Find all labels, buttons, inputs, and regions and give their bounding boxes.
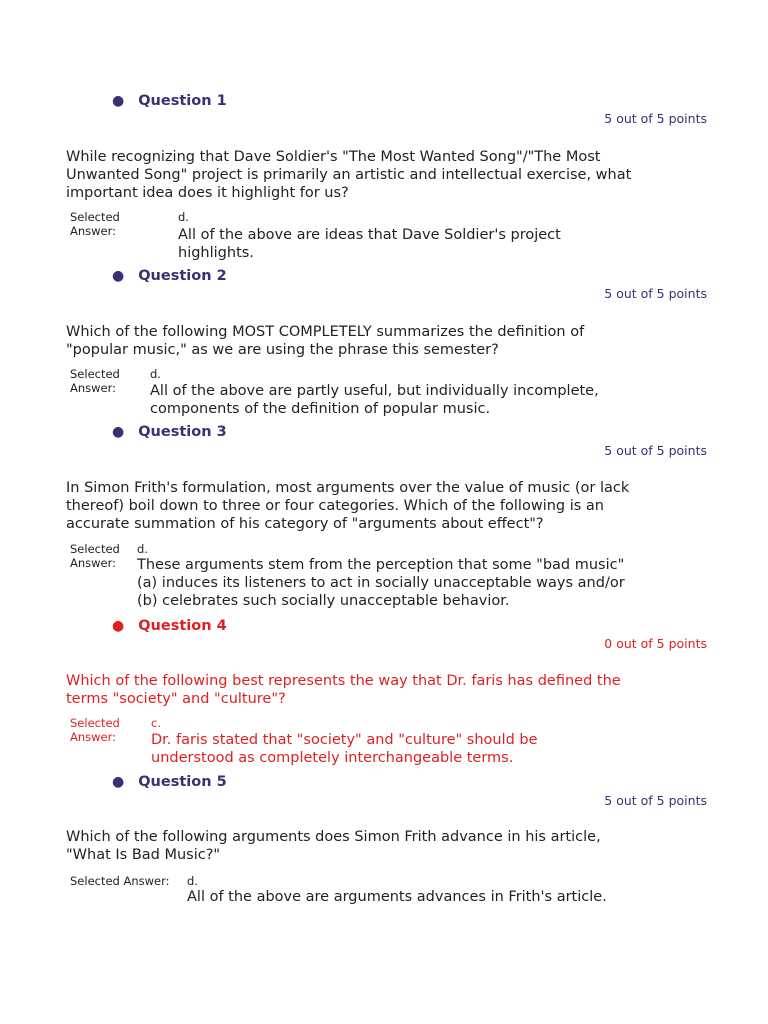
bullet-icon: ● bbox=[112, 618, 125, 634]
question-title: Question 3 bbox=[138, 424, 227, 440]
question-3-selected-letter: d. bbox=[137, 542, 148, 556]
question-2-selected-label: Selected Answer: bbox=[70, 367, 120, 395]
question-2-header bbox=[112, 268, 227, 284]
question-2-text: Which of the following MOST COMPLETELY summarizes the definition of "popular music," as we are using the phrase this semester? bbox=[66, 324, 585, 358]
question-3-points: 5 out of 5 points bbox=[604, 443, 707, 458]
question-4-selected-label: Selected Answer: bbox=[70, 716, 120, 744]
question-3-header bbox=[112, 424, 227, 440]
question-1-text: While recognizing that Dave Soldier's "The Most Wanted Song"/"The Most Unwanted Song" project is primarily an artistic and intellectual exercise, what important idea does it highlight for us? bbox=[66, 149, 632, 201]
question-title: Question 1 bbox=[138, 93, 227, 109]
question-4-points: 0 out of 5 points bbox=[604, 636, 707, 651]
question-5-text: Which of the following arguments does Simon Frith advance in his article, "What Is Bad Music?" bbox=[66, 829, 601, 863]
question-5-header bbox=[112, 774, 227, 790]
question-3-text: In Simon Frith's formulation, most arguments over the value of music (or lack thereof) boil down to three or four categories. Which of the following is an accurate summation of his category of "arguments about effect"? bbox=[66, 480, 630, 532]
question-4-header bbox=[112, 618, 227, 634]
question-title: Question 5 bbox=[138, 774, 227, 790]
bullet-icon: ● bbox=[112, 774, 125, 790]
question-5-selected-label: Selected Answer: bbox=[70, 874, 170, 888]
question-3-selected-answer: These arguments stem from the perception that some "bad music" (a) induces its listeners to act in socially unacceptable ways and/or (b) celebrates such socially unacceptable behavior. bbox=[137, 557, 625, 609]
question-3-selected-label: Selected Answer: bbox=[70, 542, 120, 570]
question-1-selected-answer: All of the above are ideas that Dave Soldier's project highlights. bbox=[178, 227, 561, 261]
question-1-header bbox=[112, 93, 227, 109]
question-5-points: 5 out of 5 points bbox=[604, 793, 707, 808]
question-4-selected-answer: Dr. faris stated that "society" and "culture" should be understood as completely interchangeable terms. bbox=[151, 732, 538, 766]
bullet-icon: ● bbox=[112, 424, 125, 440]
question-1-selected-letter: d. bbox=[178, 210, 189, 224]
question-1-points: 5 out of 5 points bbox=[604, 111, 707, 126]
question-5-selected-answer: All of the above are arguments advances in Frith's article. bbox=[187, 889, 607, 905]
question-5-selected-letter: d. bbox=[187, 874, 198, 888]
question-1-selected-label: Selected Answer: bbox=[70, 210, 120, 238]
question-title: Question 2 bbox=[138, 268, 227, 284]
question-2-selected-answer: All of the above are partly useful, but individually incomplete, components of the definition of popular music. bbox=[150, 383, 599, 417]
question-2-selected-letter: d. bbox=[150, 367, 161, 381]
bullet-icon: ● bbox=[112, 268, 125, 284]
bullet-icon: ● bbox=[112, 93, 125, 109]
question-4-text: Which of the following best represents the way that Dr. faris has defined the terms "society" and "culture"? bbox=[66, 673, 621, 707]
question-title: Question 4 bbox=[138, 618, 227, 634]
question-2-points: 5 out of 5 points bbox=[604, 286, 707, 301]
question-4-selected-letter: c. bbox=[151, 716, 161, 730]
